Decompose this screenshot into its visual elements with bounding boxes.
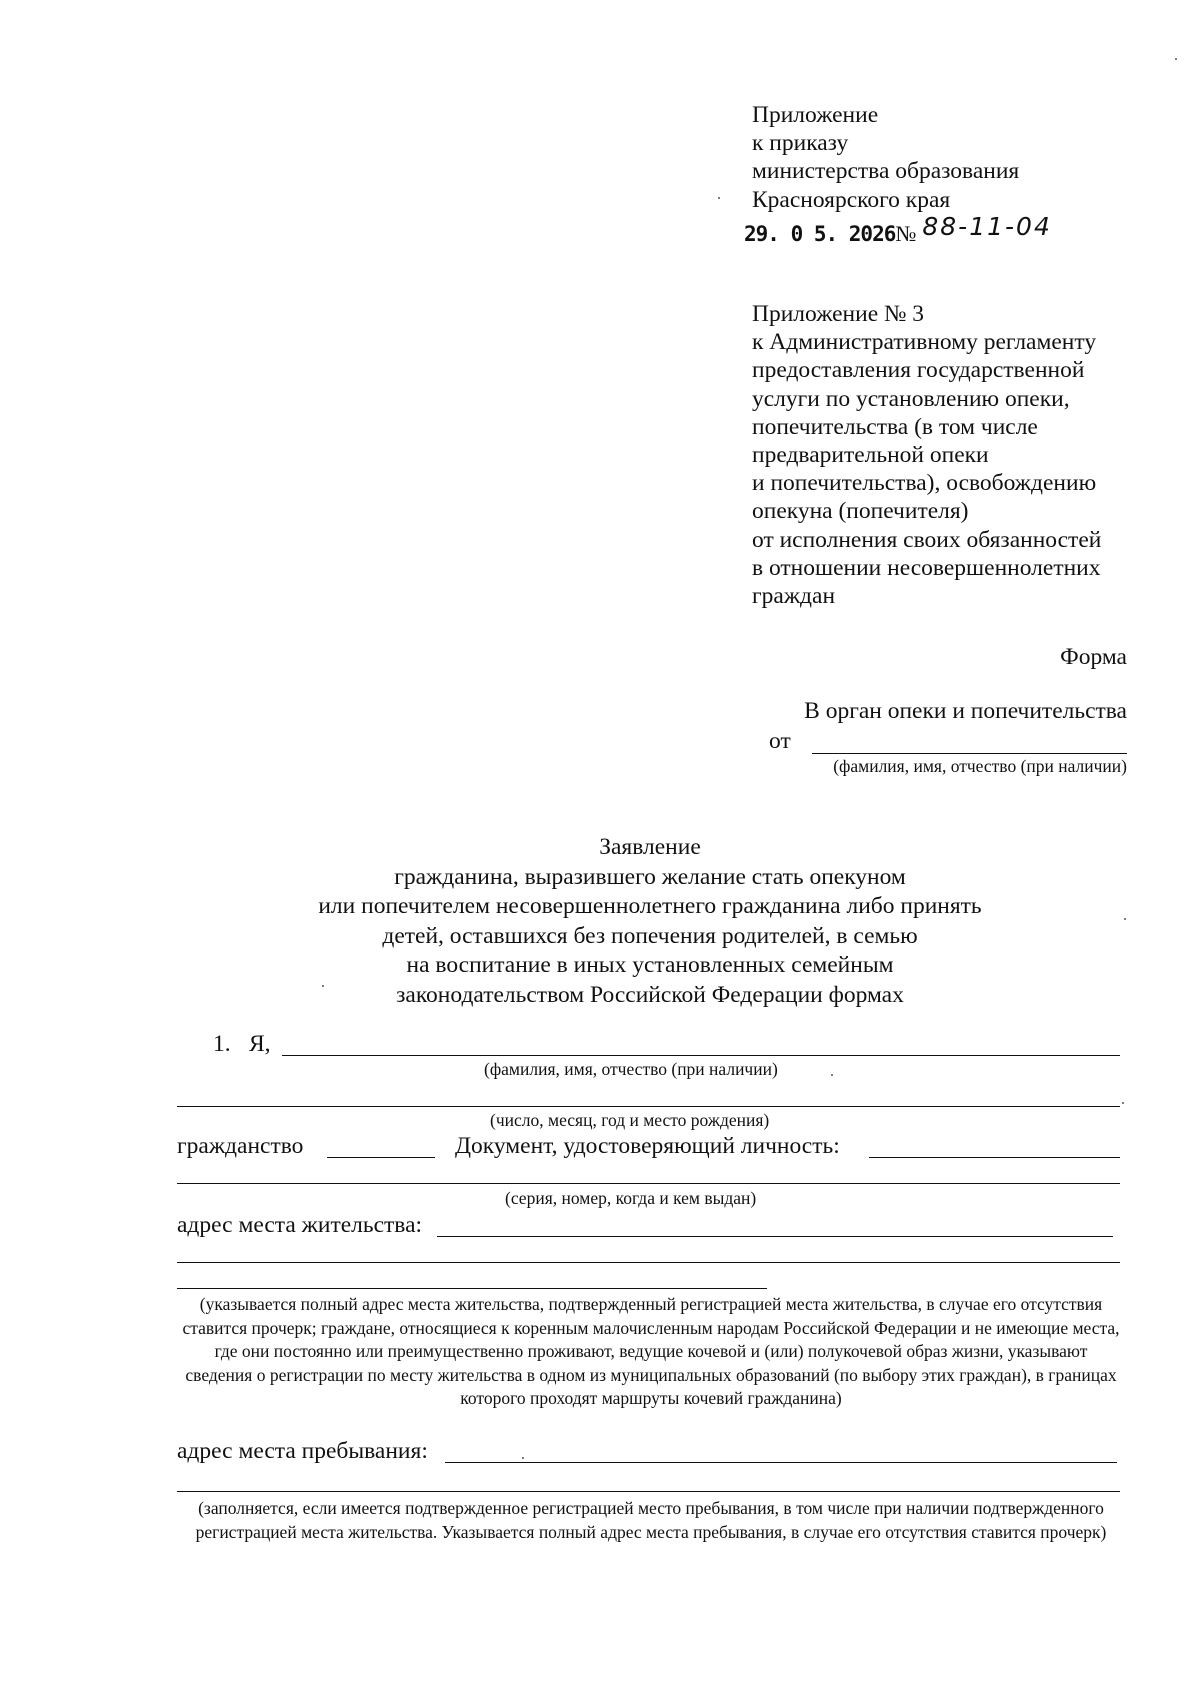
appendix3-line: предварительной опеки (752, 442, 989, 469)
scan-speck (831, 1074, 833, 1076)
stamp-date: 29. 0 5. 2026 (744, 222, 896, 246)
scan-speck (322, 985, 324, 987)
residence-line[interactable] (437, 1236, 1113, 1237)
i-label: Я, (249, 1031, 271, 1057)
appendix3-line: граждан (752, 583, 836, 610)
appendix3-block (752, 300, 1101, 610)
addressee-from-label: от (769, 728, 791, 754)
appendix3-line: в отношении несовершеннолетних (752, 554, 1101, 581)
appendix3-line: услуги по установлению опеки, (752, 385, 1070, 412)
residence-line-2[interactable] (177, 1262, 1120, 1263)
number-sign: № (895, 221, 917, 246)
appendix3-line: попечительства (в том числе (752, 413, 1038, 440)
stay-label: адрес места пребывания: (177, 1438, 428, 1464)
appendix3-line: и попечительства), освобождению (752, 470, 1097, 497)
appendix-line: министерства образования (752, 158, 1020, 185)
addressee-caption: (фамилия, имя, отчество (при наличии) (833, 756, 1127, 776)
birth-caption: (число, месяц, год и место рождения) (490, 1110, 770, 1130)
residence-line-3[interactable] (177, 1288, 767, 1289)
appendix3-line: Приложение № 3 (752, 301, 925, 327)
citizenship-line[interactable] (327, 1157, 435, 1158)
stay-line[interactable] (445, 1462, 1117, 1463)
appendix-line: к приказу (752, 130, 849, 157)
order-stamp (744, 212, 1052, 248)
id-doc-label: Документ, удостоверяющий личность: (455, 1133, 840, 1159)
title-line: законодательством Российской Федерации формах (396, 981, 904, 1008)
title-line: Заявление (599, 834, 701, 860)
appendix3-line: опекуна (попечителя) (752, 498, 969, 525)
residence-label: адрес места жительства: (177, 1212, 423, 1238)
fio-line[interactable] (282, 1055, 1120, 1056)
addressee-from-line[interactable] (812, 753, 1127, 754)
residence-note: (указывается полный адрес места жительства, подтвержденный регистрацией места жительства, в случае его отсутствия ставится прочерк; граждане, относящиеся к коренным малочисленным народам Российской Федерации и не имеющие места, где они постоянно или преимущественно проживают, ведущие кочевой и (или) полукочевой образ жизни, указывают сведения о регистрации по месту жительства в одном из муниципальных образований (по выбору этих граждан), в границах которого проходят маршруты кочевий гражданина) (182, 1294, 1120, 1409)
stay-line-2[interactable] (177, 1491, 1120, 1492)
addressee-to: В орган опеки и попечительства (804, 698, 1127, 724)
scan-speck (522, 1457, 524, 1459)
handwritten-number: 88-11-04 (922, 212, 1052, 241)
form-label: Форма (1060, 644, 1127, 670)
stay-note: (заполняется, если имеется подтвержденное регистрацией место пребывания, в том числе при наличии подтвержденного регистрацией места жительства. Указывается полный адрес места пребывания, в случае его отсутствия ставится прочерк) (195, 1498, 1107, 1542)
scan-speck (718, 197, 720, 199)
appendix3-line: от исполнения своих обязанностей (752, 526, 1102, 553)
id-doc-line[interactable] (869, 1157, 1120, 1158)
citizenship-label: гражданство (177, 1133, 304, 1159)
fio-caption: (фамилия, имя, отчество (при наличии) (484, 1059, 778, 1079)
title-line: гражданина, выразившего желание стать опекуном (394, 863, 906, 890)
appendix-header (752, 101, 1019, 214)
birth-line[interactable] (177, 1106, 1120, 1107)
title-line: или попечителем несовершеннолетнего гражданина либо принять (318, 893, 982, 919)
appendix-line: Приложение (752, 102, 879, 128)
scan-speck (1175, 58, 1177, 60)
document-title (0, 833, 1200, 1010)
scan-speck (1122, 1102, 1124, 1104)
section-number: 1. (213, 1031, 231, 1057)
id-doc-caption: (серия, номер, когда и кем выдан) (505, 1188, 757, 1208)
appendix3-line: предоставления государственной (752, 357, 1085, 384)
title-line: на воспитание в иных установленных семейным (406, 952, 894, 978)
scan-speck (1124, 918, 1126, 920)
title-line: детей, оставшихся без попечения родителей, в семью (382, 922, 918, 949)
appendix3-line: к Административному регламенту (752, 329, 1097, 356)
id-doc-line-2[interactable] (177, 1183, 1120, 1184)
appendix-line: Красноярского края (752, 186, 951, 213)
